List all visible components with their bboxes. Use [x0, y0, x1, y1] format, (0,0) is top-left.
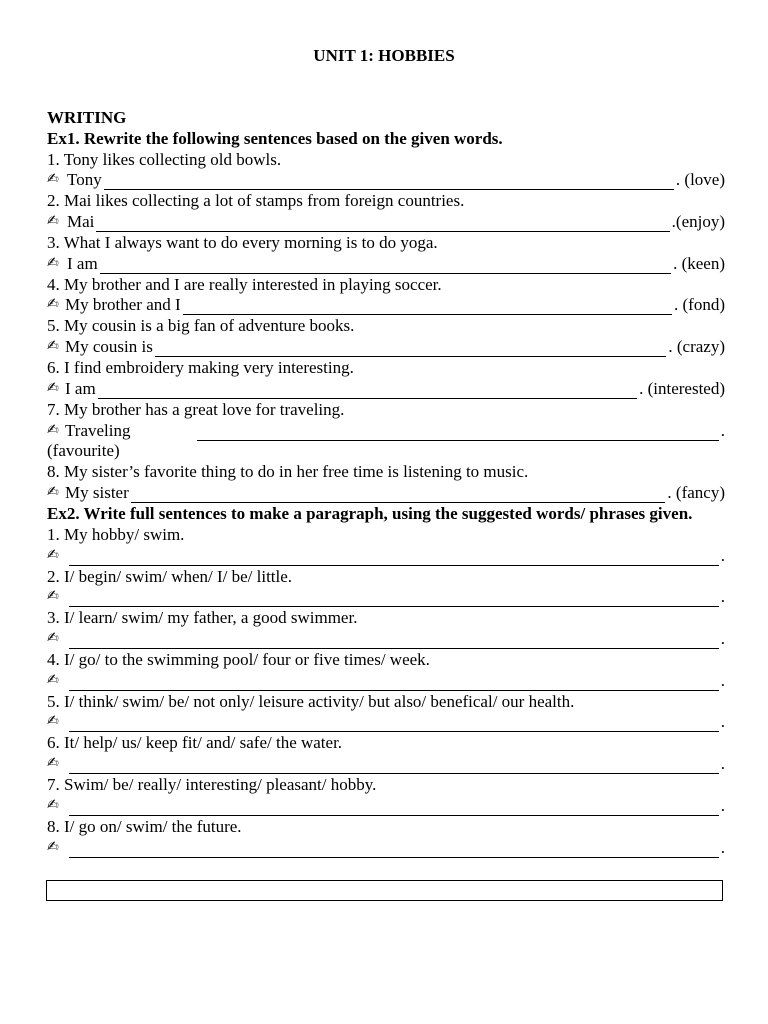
answer-blank[interactable]: [195, 425, 721, 441]
pen-icon: ✍: [47, 713, 59, 730]
answer-blank[interactable]: [96, 383, 639, 399]
answer-end: . (keen): [673, 253, 725, 273]
answer-end: .: [720, 629, 725, 649]
answer-end: . (love): [675, 170, 725, 190]
answer-end: . (fancy): [667, 483, 725, 503]
pen-icon: ✍: [47, 796, 59, 813]
ex2-answer-line: [47, 587, 725, 608]
ex1-question: 5. My cousin is a big fan of adventure books.: [47, 316, 355, 336]
answer-hint: (favourite): [47, 441, 120, 461]
pen-icon: ✍: [47, 838, 59, 855]
ex1-question: 7. My brother has a great love for traveling.: [47, 399, 345, 419]
ex1-answer-line: [47, 253, 725, 274]
worksheet-content: [47, 107, 725, 858]
answer-blank[interactable]: [67, 800, 721, 816]
answer-start: My brother and I: [65, 295, 181, 315]
empty-box: [46, 880, 723, 901]
pen-icon: ✍: [47, 588, 59, 605]
pen-icon: ✍: [47, 671, 59, 688]
ex1-answer-line: [47, 336, 725, 357]
pen-icon: ✍: [47, 213, 59, 230]
answer-start: Tony: [67, 170, 102, 190]
ex1-answer-line: [47, 211, 725, 232]
answer-start: Traveling: [65, 420, 131, 440]
ex2-question: 2. I/ begin/ swim/ when/ I/ be/ little.: [47, 566, 293, 586]
answer-end: . (fond): [674, 295, 725, 315]
answer-blank[interactable]: [67, 842, 721, 858]
ex1-heading: Ex1. Rewrite the following sentences based on the given words.: [47, 128, 503, 148]
answer-blank[interactable]: [67, 758, 721, 774]
ex1-question: 6. I find embroidery making very interesting.: [47, 357, 354, 377]
ex1-question: 8. My sister’s favorite thing to do in her free time is listening to music.: [47, 462, 529, 482]
answer-end: .: [720, 712, 725, 732]
ex2-question: 7. Swim/ be/ really/ interesting/ pleasant/ hobby.: [47, 775, 377, 794]
answer-start: My sister: [65, 483, 129, 503]
answer-blank[interactable]: [67, 675, 721, 691]
answer-end: .: [720, 754, 725, 774]
ex2-answer-line: [47, 670, 725, 691]
answer-end: .: [720, 587, 725, 607]
answer-end: .: [720, 420, 725, 440]
answer-end: . (crazy): [668, 337, 725, 357]
pen-icon: ✍: [47, 254, 59, 271]
answer-blank[interactable]: [153, 341, 669, 357]
pen-icon: ✍: [47, 546, 59, 563]
answer-end: .: [720, 795, 725, 815]
ex2-answer-line: [47, 753, 725, 774]
ex1-answer-line: [47, 482, 725, 503]
ex2-question: 8. I/ go on/ swim/ the future.: [47, 816, 242, 836]
pen-icon: ✍: [47, 484, 59, 501]
pen-icon: ✍: [47, 296, 59, 313]
ex2-answer-line: [47, 795, 725, 816]
answer-end: .: [720, 545, 725, 565]
answer-start: I am: [65, 378, 96, 398]
ex1-question: 2. Mai likes collecting a lot of stamps from foreign countries.: [47, 191, 465, 211]
ex1-answer-line: [47, 295, 725, 316]
page-title: UNIT 1: HOBBIES: [313, 46, 455, 65]
pen-icon: ✍: [47, 630, 59, 647]
answer-end: . (interested): [639, 378, 725, 398]
ex1-question: 1. Tony likes collecting old bowls.: [47, 149, 282, 169]
ex1-question: 3. What I always want to do every morning is to do yoga.: [47, 232, 438, 252]
ex1-question: 4. My brother and I are really interested in playing soccer.: [47, 274, 442, 294]
ex1-answer-line: [47, 170, 725, 191]
answer-end: .(enjoy): [671, 212, 725, 232]
answer-blank[interactable]: [67, 633, 721, 649]
section-heading: WRITING: [47, 107, 127, 127]
ex2-question: 4. I/ go/ to the swimming pool/ four or five times/ week.: [47, 649, 430, 669]
answer-blank[interactable]: [94, 216, 671, 232]
answer-blank[interactable]: [102, 174, 676, 190]
answer-blank[interactable]: [67, 716, 721, 732]
pen-icon: ✍: [47, 379, 59, 396]
answer-blank[interactable]: [129, 487, 668, 503]
ex2-heading: Ex2. Write full sentences to make a paragraph, using the suggested words/ phrases given.: [47, 504, 693, 524]
ex2-question: 3. I/ learn/ swim/ my father, a good swimmer.: [47, 608, 358, 628]
pen-icon: ✍: [47, 171, 59, 188]
answer-blank[interactable]: [98, 258, 673, 274]
ex2-answer-line: [47, 545, 725, 566]
pen-icon: ✍: [47, 421, 59, 438]
ex2-question: 1. My hobby/ swim.: [47, 524, 185, 544]
answer-start: My cousin is: [65, 337, 153, 357]
answer-end: .: [720, 837, 725, 857]
answer-blank[interactable]: [67, 550, 721, 566]
pen-icon: ✍: [47, 755, 59, 772]
answer-start: I am: [67, 253, 98, 273]
ex2-answer-line: [47, 837, 725, 858]
answer-start: Mai: [67, 212, 95, 232]
ex1-answer-line: [47, 420, 725, 441]
answer-end: .: [720, 670, 725, 690]
answer-blank[interactable]: [67, 591, 721, 607]
ex2-answer-line: [47, 628, 725, 649]
ex2-question: 5. I/ think/ swim/ be/ not only/ leisure activity/ but also/ benefical/ our health.: [47, 691, 575, 711]
ex2-question: 6. It/ help/ us/ keep fit/ and/ safe/ the water.: [47, 733, 343, 753]
pen-icon: ✍: [47, 338, 59, 355]
answer-blank[interactable]: [181, 299, 674, 315]
ex2-answer-line: [47, 712, 725, 733]
ex1-answer-line: [47, 378, 725, 399]
